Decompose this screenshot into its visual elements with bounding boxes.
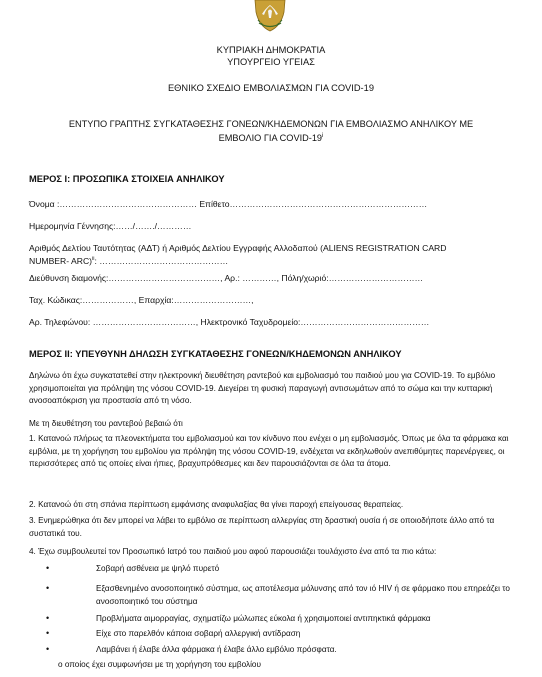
bullet-icon: • [46, 583, 50, 593]
condition-item: Προβλήματα αιμορραγίας, σχηματίζω μώλωπες εύκολα ή χρησιμοποιεί αντιπηκτικά φάρμακα [96, 614, 431, 623]
closing-statement: ο οποίος έχει συμφωνήσει με τη χορήγηση του εμβολίου [58, 660, 261, 669]
date-of-birth-field[interactable]: Ημερομηνία Γέννησης:……/……./………… [29, 221, 192, 231]
bullet-icon: • [46, 644, 50, 654]
section-2-heading: ΜΕΡΟΣ ΙΙ: ΥΠΕΥΘΥΝΗ ΔΗΛΩΣΗ ΣΥΓΚΑΤΑΘΕΣΗΣ ΓΟΝΕΩΝ/ΚΗΔΕΜΟΝΩΝ ΑΝΗΛΙΚΟΥ [29, 349, 402, 359]
statement-2: 2. Κατανοώ ότι στη σπάνια περίπτωση εμφάνισης αναφυλαξίας θα γίνει παροχή επείγουσας θεραπείας. [29, 500, 404, 509]
condition-item: Σοβαρή ασθένεια με ψηλό πυρετό [96, 564, 220, 573]
bullet-icon: • [46, 613, 50, 623]
footnote-marker: i [322, 133, 324, 139]
phone-email-field[interactable]: Αρ. Τηλεφώνου: ………………………………, Ηλεκτρονικό Ταχυδρομείο:……………………………………… [29, 317, 430, 327]
form-title-text: ΕΜΒΟΛΙΟ ΓΙΑ COVID-19 [218, 133, 323, 144]
statement-4: 4. Έχω συμβουλευτεί τον Προσωπικό Ιατρό του παιδιού μου αφού παρουσιάζει τουλάχιστο ένα από τα πιο κάτω: [29, 547, 437, 556]
id-number-label: Αριθμός Δελτίου Ταυτότητας (ΑΔΤ) ή Αριθμός Δελτίου Εγγραφής Αλλοδαπού (ALIENS REGISTRATION CARD [29, 243, 447, 253]
section-1-heading: ΜΕΡΟΣ Ι: ΠΡΟΣΩΠΙΚΑ ΣΤΟΙΧΕΙΑ ΑΝΗΛΙΚΟΥ [29, 174, 225, 184]
condition-item: Είχε στο παρελθόν κάποια σοβαρή αλλεργική αντίδραση [96, 629, 301, 638]
id-number-field[interactable] [29, 254, 228, 267]
bullet-icon: • [46, 628, 50, 638]
statement-1: 1. Κατανοώ πλήρως τα πλεονεκτήματα του εμβολιασμού και τον κίνδυνο που ενέχει ο μη εμβολιασμός. Όπως με όλα τα φάρμακα και εμβόλια, με τη χορήγηση του εμβολίου για πρόληψη της νόσου COVID-19, ενδέχεται να εκδηλωθούν ανεπιθύμητες παρενέργειες, οι περισσότερες από τις οποίες είναι ήπιες, βραχυπρόθεσμες και δεν παρουσιάζονται σε όλα τα άτομα. [29, 434, 509, 469]
form-title-line-2 [0, 131, 542, 144]
cyprus-emblem-icon [247, 0, 293, 32]
postal-district-field[interactable]: Ταχ. Κώδικας:………………, Επαρχία:………………………, [29, 295, 254, 305]
condition-item: Εξασθενημένο ανοσοποιητικό σύστημα, ως αποτέλεσμα μόλυνσης από τον ιό HIV ή σε φάρμακο που επηρεάζει το ανοσοποιητικό του σύστημα [96, 584, 510, 606]
bullet-icon: • [46, 563, 50, 573]
statement-3: 3. Ενημερώθηκα ότι δεν μπορεί να λάβει το εμβόλιο σε περίπτωση αλλεργίας στη δραστική ουσία ή σε οποιοδήποτε άλλο από τα συστατικά του. [29, 516, 495, 538]
id-number-blank: : ……………………………………… [94, 255, 229, 266]
form-title-line-1: ΕΝΤΥΠΟ ΓΡΑΠΤΗΣ ΣΥΓΚΑΤΑΘΕΣΗΣ ΓΟΝΕΩΝ/ΚΗΔΕΜΟΝΩΝ ΓΙΑ ΕΜΒΟΛΙΑΣΜΟ ΑΝΗΛΙΚΟΥ ΜΕ [68, 119, 474, 129]
address-field[interactable]: Διεύθυνση διαμονής:…………………………………, Αρ.: …………, Πόλη/χωριό:…………………………… [29, 273, 424, 283]
republic-title: ΚΥΠΡΙΑΚΗ ΔΗΜΟΚΡΑΤΙΑ [216, 45, 326, 55]
condition-item: Λαμβάνει ή έλαβε άλλα φάρμακα ή έλαβε άλλο εμβόλιο πρόσφατα. [96, 645, 337, 654]
vaccination-plan-title: ΕΘΝΙΚΟ ΣΧΕΔΙΟ ΕΜΒΟΛΙΑΣΜΩΝ ΓΙΑ COVID-19 [167, 83, 374, 93]
footnote-marker: ii [92, 256, 95, 262]
name-surname-field[interactable]: Όνομα :………………………………………… Επίθετο…………………………………………………………… [29, 199, 428, 209]
consent-paragraph: Δηλώνω ότι έχω συγκατατεθεί στην ηλεκτρονική διευθέτηση ραντεβού και εμβολιασμό του παιδιού μου για COVID-19. Το εμβόλιο χρησιμοποιείται για πρόληψη της νόσου COVID-19. Διεγείρει τη φυσική παραγωγή αντισωμάτων από το σώμα και την κυτταρική ανοσοαπόκριση για προστασία από τη νόσο. [29, 371, 496, 406]
ministry-title: ΥΠΟΥΡΓΕΙΟ ΥΓΕΙΑΣ [227, 57, 315, 67]
arc-label: NUMBER- ARC) [29, 255, 93, 266]
confirmation-intro: Με τη διευθέτηση του ραντεβού βεβαιώ ότι [29, 419, 183, 428]
